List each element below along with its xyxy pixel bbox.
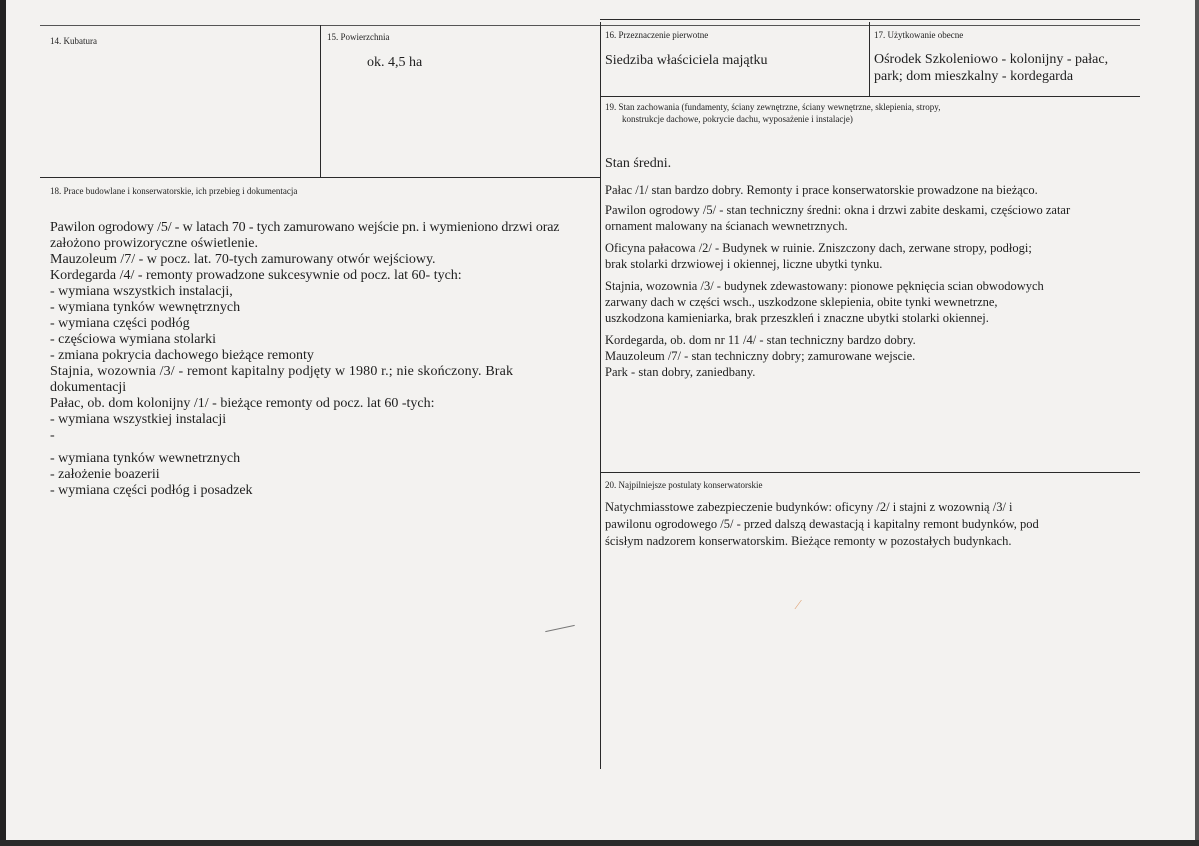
field-20-text (605, 499, 1140, 550)
field-19-summary: Stan średni. (605, 156, 672, 171)
divider-row-19-20 (600, 472, 1140, 473)
field-18-line: - wymiana wszystkiej instalacji (50, 412, 227, 427)
field-19-line: Pawilon ogrodowy /5/ - stan techniczny średni: okna i drzwi zabite deskami, częściowo zatar (605, 203, 1071, 217)
field-19-label-line2: konstrukcje dachowe, pokrycie dachu, wyposażenie i instalacje) (622, 114, 853, 124)
field-20-line: Natychmiasstowe zabezpieczenie budynków: oficyny /2/ i stajni z wozownią /3/ i (605, 500, 1013, 514)
field-19-line: Stajnia, wozownia /3/ - budynek zdewastowany: pionowe pęknięcia scian obwodowych (605, 279, 1044, 293)
divider-center (600, 22, 601, 769)
field-19-line: Pałac /1/ stan bardzo dobry. Remonty i prace konserwatorskie prowadzone na bieżąco. (605, 183, 1038, 197)
field-19-line: Kordegarda, ob. dom nr 11 /4/ - stan techniczny bardzo dobry. (605, 333, 916, 347)
field-18-line: - wymiana tynków wewnetrznych (50, 451, 241, 466)
field-17-line: Ośrodek Szkoleniowo - kolonijny - pałac, (874, 52, 1109, 67)
divider-14-15 (320, 25, 321, 177)
field-19-line: uszkodzona kamieniarka, brak przeszkleń i znaczne ubytki stolarki okiennej. (605, 311, 989, 325)
scan-edge-bottom (0, 840, 1199, 846)
field-18-line: - wymiana wszystkich instalacji, (50, 284, 233, 299)
field-19-line: zarwany dach w części wsch., uszkodzone sklepienia, obite tynki wewnetrzne, (605, 295, 998, 309)
field-18-label: 18. Prace budowlane i konserwatorskie, ich przebieg i dokumentacja (50, 186, 298, 196)
field-19-line: ornament malowany na ścianach wewnetrznych. (605, 219, 848, 233)
field-18-line: dokumentacji (50, 380, 127, 395)
field-18-line: Kordegarda /4/ - remonty prowadzone sukcesywnie od pocz. lat 60- tych: (50, 268, 462, 283)
field-18-line: - założenie boazerii (50, 467, 160, 482)
divider-16-17 (869, 22, 870, 97)
field-18-line: - wymiana części podłóg (50, 316, 190, 331)
field-18-line: Stajnia, wozownia /3/ - remont kapitalny podjęty w 1980 r.; nie skończony. Brak (50, 364, 514, 379)
field-18-line: Pałac, ob. dom kolonijny /1/ - bieżące remonty od pocz. lat 60 -tych: (50, 396, 435, 411)
field-20-line: pawilonu ogrodowego /5/ - przed dalszą dewastacją i kapitalny remont budynków, pod (605, 517, 1039, 531)
ink-tick-mark: ⁄ (797, 598, 800, 613)
divider-row-17-19 (600, 96, 1140, 97)
field-15-value: ok. 4,5 ha (367, 55, 423, 70)
field-18-line: Mauzoleum /7/ - w pocz. lat. 70-tych zamurowany otwór wejściowy. (50, 252, 436, 267)
field-17-label: 17. Użytkowanie obecne (874, 30, 964, 40)
field-20-label: 20. Najpilniejsze postulaty konserwatorskie (605, 480, 763, 490)
field-18-line: - (50, 428, 55, 443)
field-19-line: Mauzoleum /7/ - stan techniczny dobry; zamurowane wejscie. (605, 349, 916, 363)
field-18-line: - wymiana tynków wewnętrznych (50, 300, 241, 315)
field-15-label: 15. Powierzchnia (327, 32, 390, 42)
divider-row-18 (40, 177, 600, 178)
field-14-label: 14. Kubatura (50, 36, 97, 46)
field-18-line: - częściowa wymiana stolarki (50, 332, 216, 347)
field-19-line: Park - stan dobry, zaniedbany. (605, 365, 756, 379)
top-border-line-right (600, 19, 1140, 20)
field-19-line: brak stolarki drzwiowej i okiennej, liczne ubytki tynku. (605, 257, 883, 271)
field-17-value (874, 51, 1136, 85)
field-18-text (50, 220, 595, 499)
field-18-line: założono prowizoryczne oświetlenie. (50, 236, 258, 251)
field-19-line: Oficyna pałacowa /2/ - Budynek w ruinie. Zniszczony dach, zerwane stropy, podłogi; (605, 241, 1032, 255)
field-20-line: ścisłym nadzorem konserwatorskim. Bieżące remonty w pozostałych budynkach. (605, 534, 1012, 548)
top-border-line (40, 25, 1140, 26)
field-16-label: 16. Przeznaczenie pierwotne (605, 30, 709, 40)
field-18-line: - zmiana pokrycia dachowego bieżące remonty (50, 348, 314, 363)
field-19-text (605, 182, 1140, 380)
field-16-value: Siedziba właściciela majątku (605, 53, 768, 68)
field-18-line: - wymiana części podłóg i posadzek (50, 483, 253, 498)
field-17-line: park; dom mieszkalny - kordegarda (874, 69, 1074, 84)
field-18-line: Pawilon ogrodowy /5/ - w latach 70 - tych zamurowano wejście pn. i wymieniono drzwi oraz (50, 220, 560, 235)
field-19-label-line1: 19. Stan zachowania (fundamenty, ściany zewnętrzne, ściany wewnętrzne, sklepienia, stropy, (605, 102, 941, 112)
scan-edge-right (1195, 0, 1199, 846)
scan-edge-left (0, 0, 6, 846)
